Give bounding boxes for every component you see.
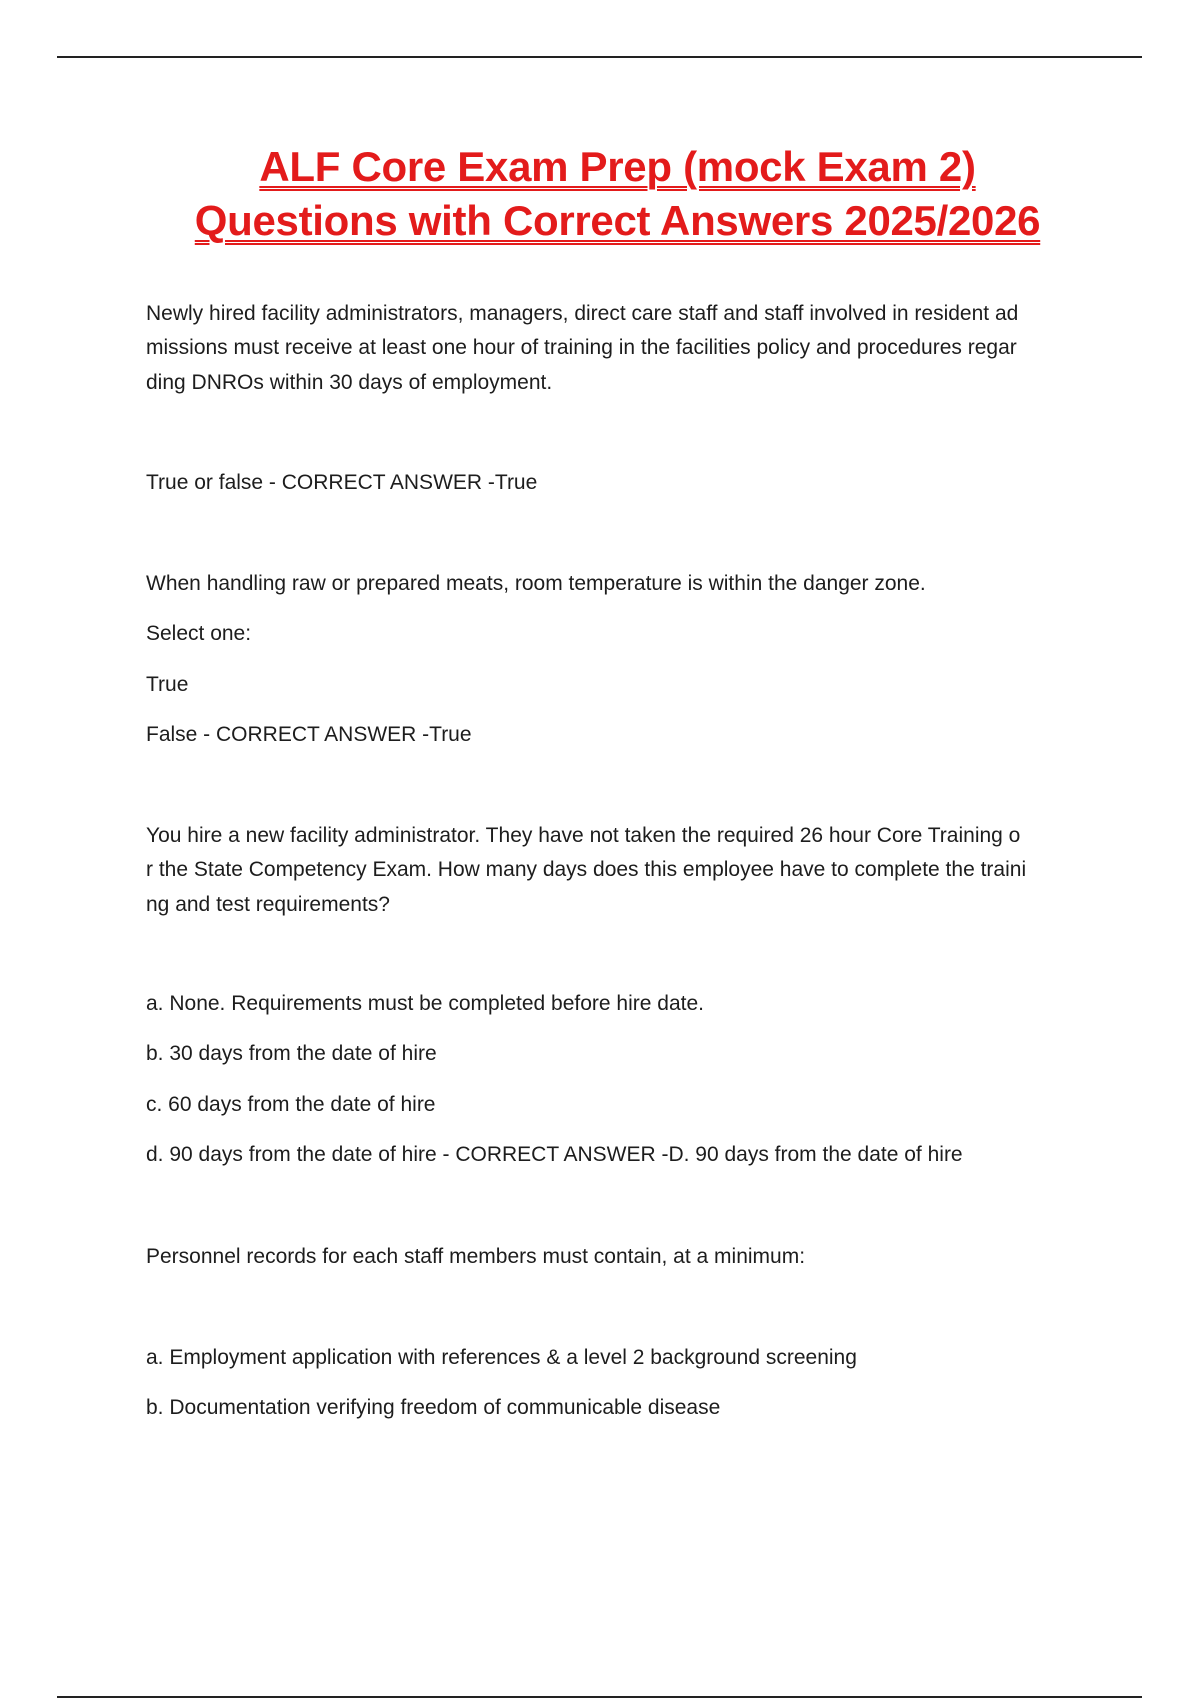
question-3-line-1: You hire a new facility administrator. They have not taken the required 26 hour Core Training o xyxy=(146,824,1021,847)
question-4-option-a: a. Employment application with references & a level 2 background screening xyxy=(146,1346,857,1369)
question-4-option-b: b. Documentation verifying freedom of communicable disease xyxy=(146,1396,721,1419)
question-2-line-1: When handling raw or prepared meats, room temperature is within the danger zone. xyxy=(146,572,926,595)
bottom-rule xyxy=(57,1696,1142,1698)
question-2-option-1: Select one: xyxy=(146,622,252,645)
question-3-option-b: b. 30 days from the date of hire xyxy=(146,1042,437,1065)
question-4-line-1: Personnel records for each staff members must contain, at a minimum: xyxy=(146,1245,806,1268)
document-title xyxy=(0,140,1200,248)
title-line-1: ALF Core Exam Prep (mock Exam 2) xyxy=(259,143,976,190)
title-line-2: Questions with Correct Answers 2025/2026 xyxy=(194,197,1041,244)
question-1-line-2: missions must receive at least one hour of training in the facilities policy and procedures regar xyxy=(146,336,1017,359)
question-3-line-2: r the State Competency Exam. How many days does this employee have to complete the traini xyxy=(146,858,1027,881)
question-1-answer: True or false - CORRECT ANSWER -True xyxy=(146,471,538,494)
question-3-line-3: ng and test requirements? xyxy=(146,893,390,916)
question-2-option-2: True xyxy=(146,673,189,696)
question-1-line-3: ding DNROs within 30 days of employment. xyxy=(146,371,553,394)
top-rule xyxy=(57,56,1142,58)
question-2-option-3: False - CORRECT ANSWER -True xyxy=(146,723,472,746)
question-3-option-c: c. 60 days from the date of hire xyxy=(146,1093,436,1116)
question-3-option-a: a. None. Requirements must be completed before hire date. xyxy=(146,992,704,1015)
question-1-line-1: Newly hired facility administrators, managers, direct care staff and staff involved in resident ad xyxy=(146,302,1019,325)
question-3-option-d: d. 90 days from the date of hire - CORRECT ANSWER -D. 90 days from the date of hire xyxy=(146,1143,963,1166)
